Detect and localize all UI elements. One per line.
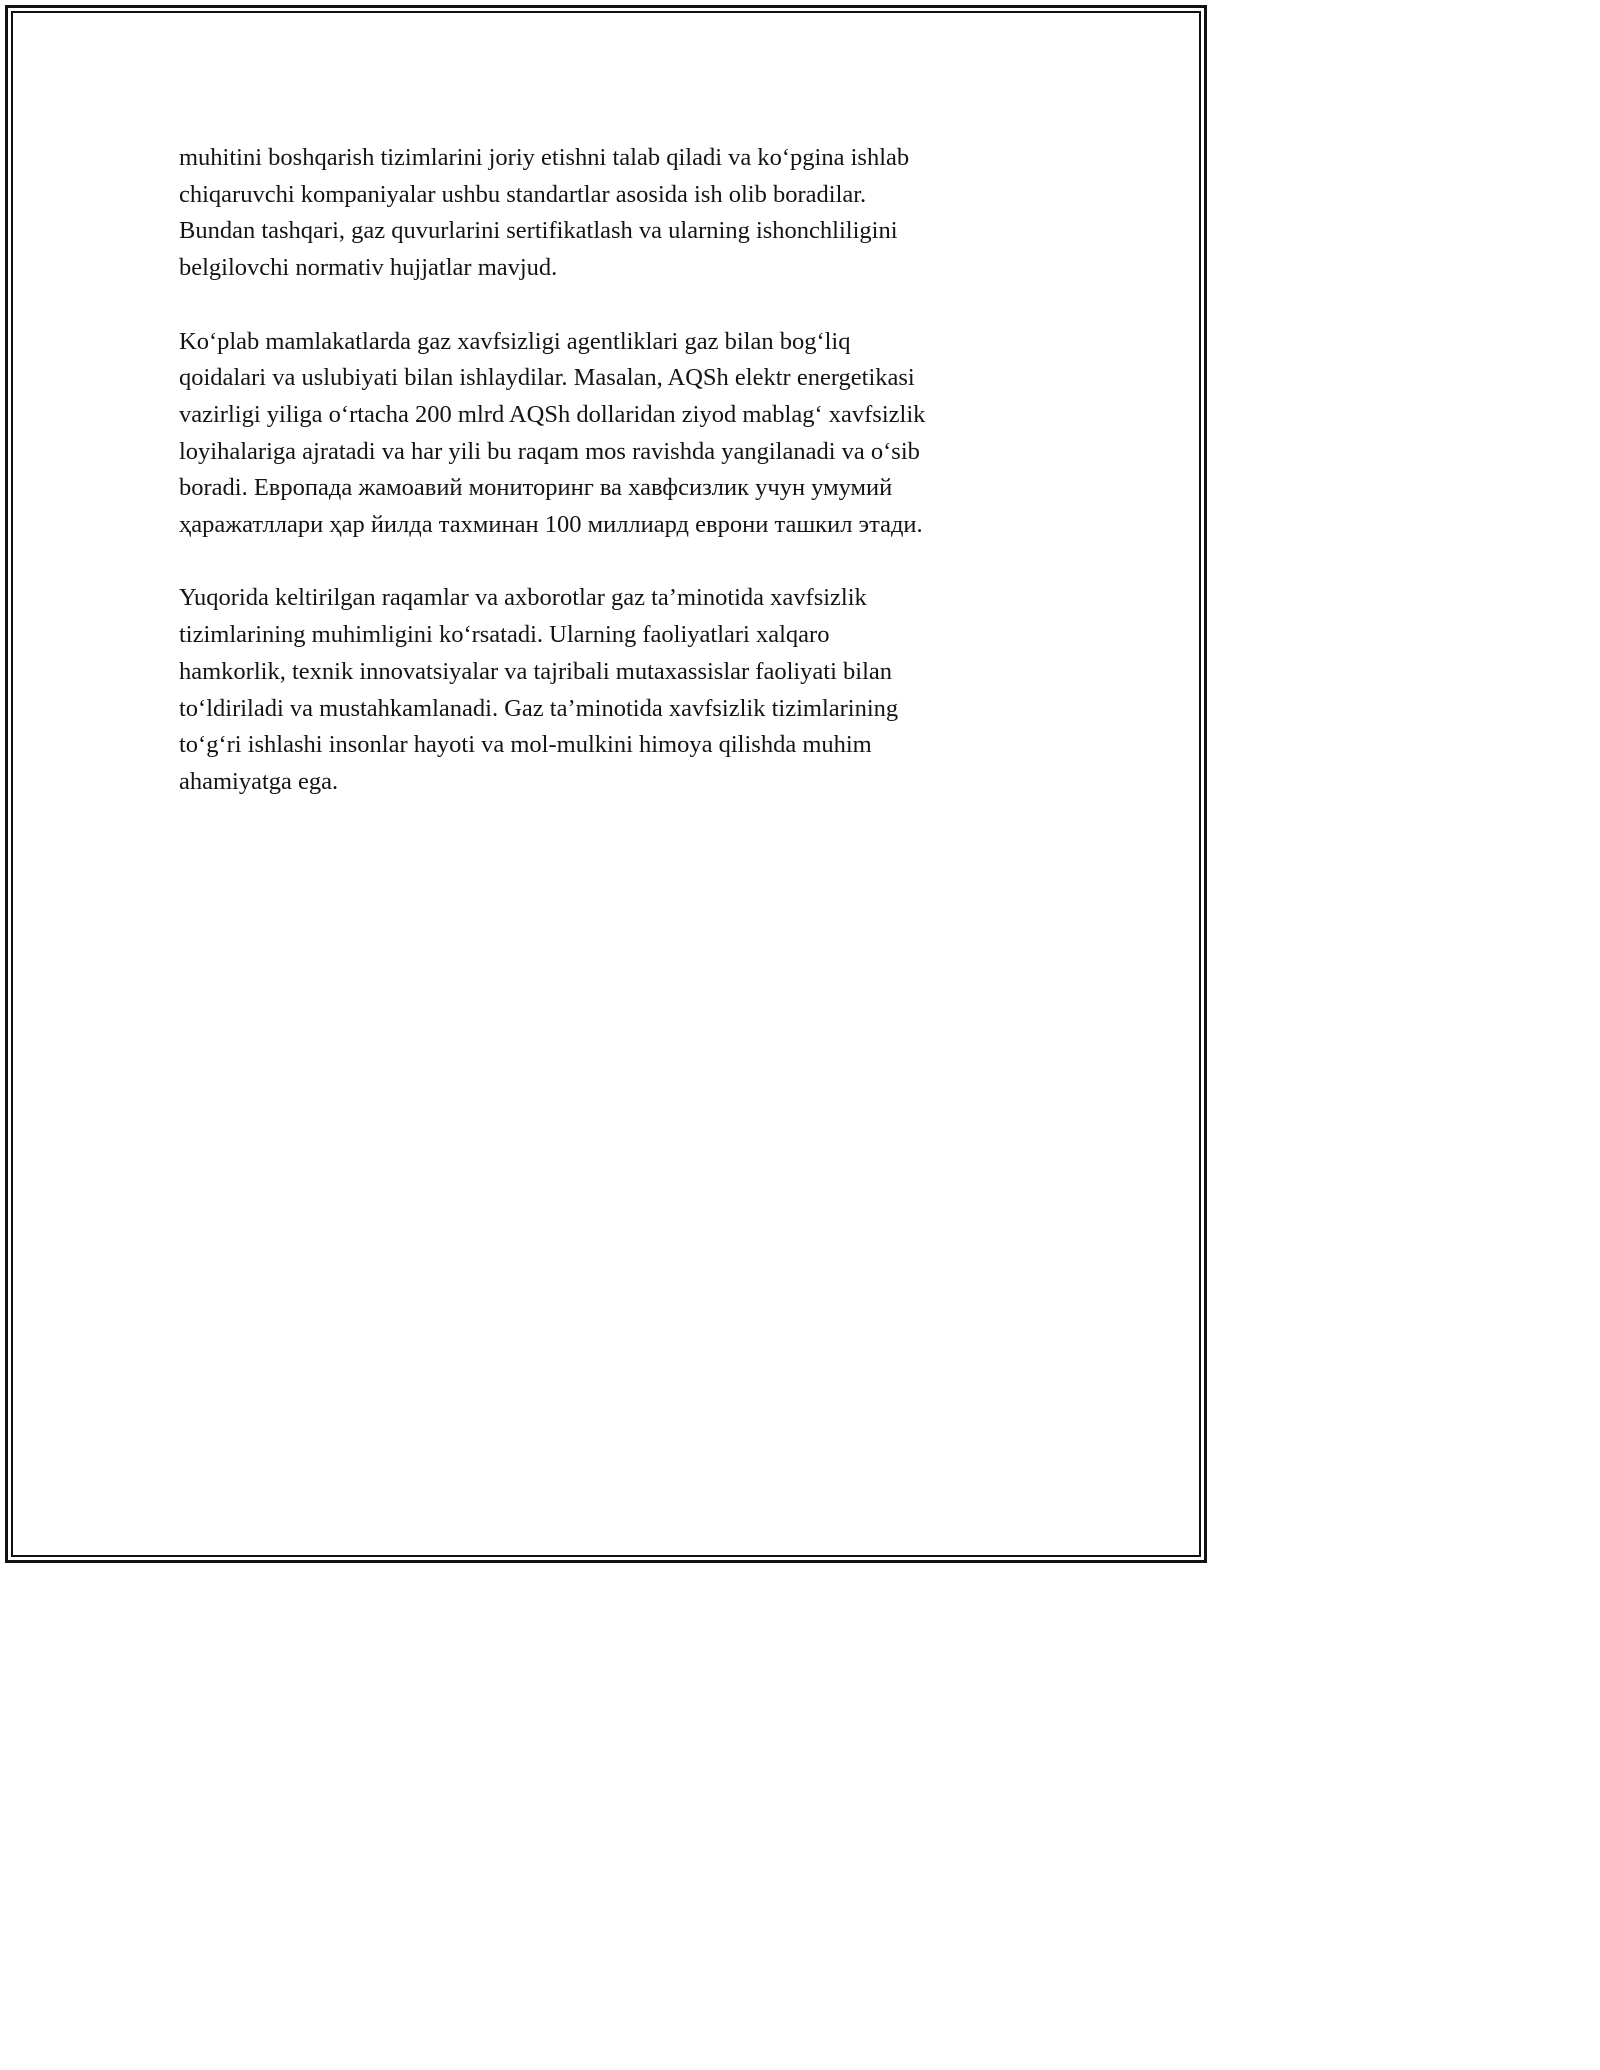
text-line: to‘ldiriladi va mustahkamlanadi. Gaz ta’minotida xavfsizlik tizimlarining: [179, 694, 899, 722]
paragraph-conclusion: [179, 580, 1039, 800]
text-line: Yuqorida keltirilgan raqamlar va axborotlar gaz ta’minotida xavfsizlik: [179, 584, 867, 612]
text-line: to‘g‘ri ishlashi insonlar hayoti va mol-mulkini himoya qilishda muhim: [179, 731, 872, 759]
text-line: Bundan tashqari, gaz quvurlarini sertifikatlash va ularning ishonchliligini: [179, 217, 898, 245]
text-line: hamkorlik, texnik innovatsiyalar va tajribali mutaxassislar faoliyati bilan: [179, 657, 893, 685]
text-line: Ko‘plab mamlakatlarda gaz xavfsizligi agentliklari gaz bilan bog‘liq: [179, 327, 851, 355]
text-line: chiqaruvchi kompaniyalar ushbu standartlar asosida ish olib boradilar.: [179, 180, 867, 208]
text-line: qoidalari va uslubiyati bilan ishlaydilar. Masalan, AQSh elektr energetikasi: [179, 364, 915, 392]
text-line: ahamiyatga ega.: [179, 767, 339, 795]
text-line: belgilovchi normativ hujjatlar mavjud.: [179, 254, 558, 282]
text-line: tizimlarining muhimligini ko‘rsatadi. Ularning faoliyatlari xalqaro: [179, 621, 830, 649]
paragraph-standards: [179, 140, 1039, 287]
paragraph-agencies: [179, 324, 1039, 544]
text-line: muhitini boshqarish tizimlarini joriy etishni talab qiladi va ko‘pgina ishlab: [179, 144, 910, 171]
document-body: [179, 140, 1039, 837]
text-line: ҳаражатллари ҳар йилда тахминан 100 миллиард еврони ташкил этади.: [179, 511, 923, 539]
text-line: vazirligi yiliga o‘rtacha 200 mlrd AQSh dollaridan ziyod mablag‘ xavfsizlik: [179, 400, 926, 428]
text-line: loyihalariga ajratadi va har yili bu raqam mos ravishda yangilanadi va o‘sib: [179, 437, 920, 465]
text-line: boradi. Европада жамоавий мониторинг ва хавфсизлик учун умумий: [179, 474, 893, 502]
